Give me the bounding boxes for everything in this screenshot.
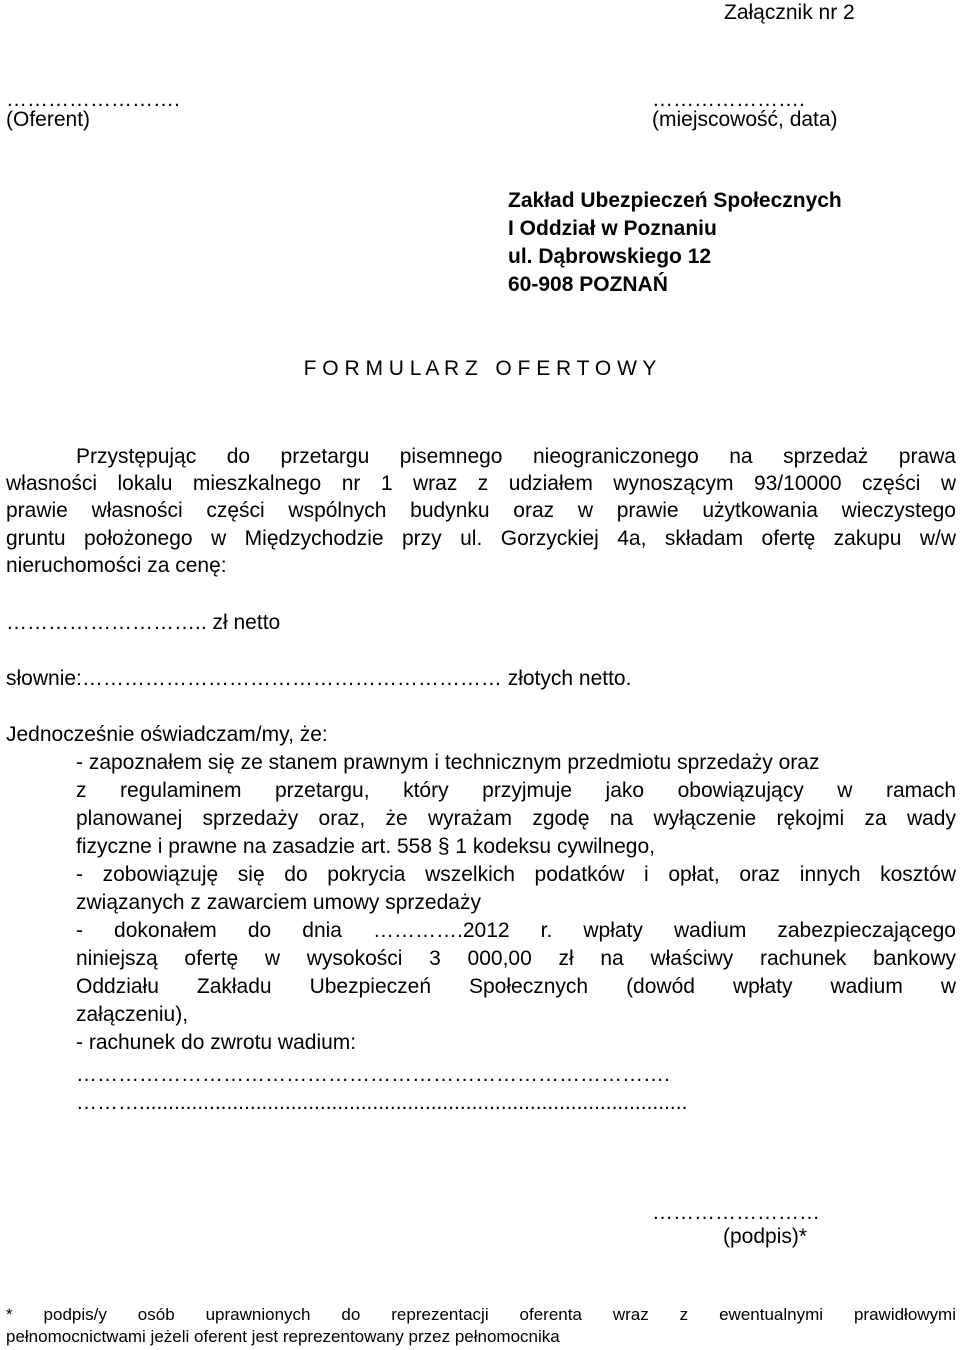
place-date-label: (miejscowość, data) [652, 108, 838, 131]
declaration-item-3-line-4: załączeniu), [76, 1003, 189, 1026]
signature-label: (podpis)* [723, 1225, 808, 1248]
declaration-item-2-line-2: związanych z zawarciem umowy sprzedaży [76, 891, 481, 914]
place-date-dots: …………………. [652, 88, 805, 111]
declaration-item-2-line-1: - zobowiązuję się do pokrycia wszelkich podatków i opłat, oraz innych kosztów [76, 863, 956, 886]
signature-dots: …………………… [652, 1201, 820, 1224]
refund-account-dots-1: …………………………………………………………………………. [76, 1063, 670, 1086]
price-amount-line: ……………………….. zł netto [6, 611, 281, 634]
footnote-line-1: * podpis/y osób uprawnionych do reprezentacji oferenta wraz z ewentualnymi prawidłowymi [6, 1305, 956, 1324]
intro-line-2: własności lokalu mieszkalnego nr 1 wraz z udziałem wynoszącym 93/10000 części w [6, 472, 956, 495]
declaration-item-3-line-2: niniejszą ofertę w wysokości 3 000,00 zł na właściwy rachunek bankowy [76, 947, 956, 970]
price-words-line: słownie:…………………………………………………… złotych netto. [6, 667, 632, 690]
attachment-label: Załącznik nr 2 [724, 1, 855, 24]
intro-line-1: Przystępując do przetargu pisemnego nieograniczonego na sprzedaż prawa [76, 445, 956, 468]
footnote-line-2: pełnomocnictwami jeżeli oferent jest reprezentowany przez pełnomocnika [6, 1327, 560, 1346]
offerer-label: (Oferent) [6, 108, 91, 131]
declaration-item-1-line-3: planowanej sprzedaży oraz, że wyrażam zgodę na wyłączenie rękojmi za wady [76, 807, 956, 830]
declaration-item-3-line-3: Oddziału Zakładu Ubezpieczeń Społecznych (dowód wpłaty wadium w [76, 975, 956, 998]
declaration-item-1-line-4: fizyczne i prawne na zasadzie art. 558 § 1 kodeksu cywilnego, [76, 835, 655, 858]
recipient-line-1: Zakład Ubezpieczeń Społecznych [508, 189, 842, 212]
recipient-line-2: I Oddział w Poznaniu [508, 217, 717, 240]
recipient-line-4: 60-908 POZNAŃ [508, 273, 668, 296]
form-title: F O R M U L A R Z O F E R T O W Y [303, 357, 657, 380]
declaration-item-1-line-2: z regulaminem przetargu, który przyjmuje jako obowiązujący w ramach [76, 779, 956, 802]
refund-account-dots-2: ……….............................................................................................. [76, 1091, 688, 1114]
intro-line-3: prawie własności części wspólnych budynku oraz w prawie użytkowania wieczystego [6, 499, 956, 522]
declaration-item-3-line-1: - dokonałem do dnia ………….2012 r. wpłaty wadium zabezpieczającego [76, 919, 956, 942]
declaration-heading: Jednocześnie oświadczam/my, że: [6, 723, 328, 746]
intro-line-5: nieruchomości za cenę: [6, 554, 227, 577]
recipient-line-3: ul. Dąbrowskiego 12 [508, 245, 712, 268]
declaration-item-1-line-1: - zapoznałem się ze stanem prawnym i technicznym przedmiotu sprzedaży oraz [76, 751, 820, 774]
intro-line-4: gruntu położonego w Międzychodzie przy ul. Gorzyckiej 4a, składam ofertę zakupu w/w [6, 527, 956, 550]
offerer-dots: ……………………. [6, 88, 180, 111]
declaration-item-4-line-1: - rachunek do zwrotu wadium: [76, 1031, 357, 1054]
